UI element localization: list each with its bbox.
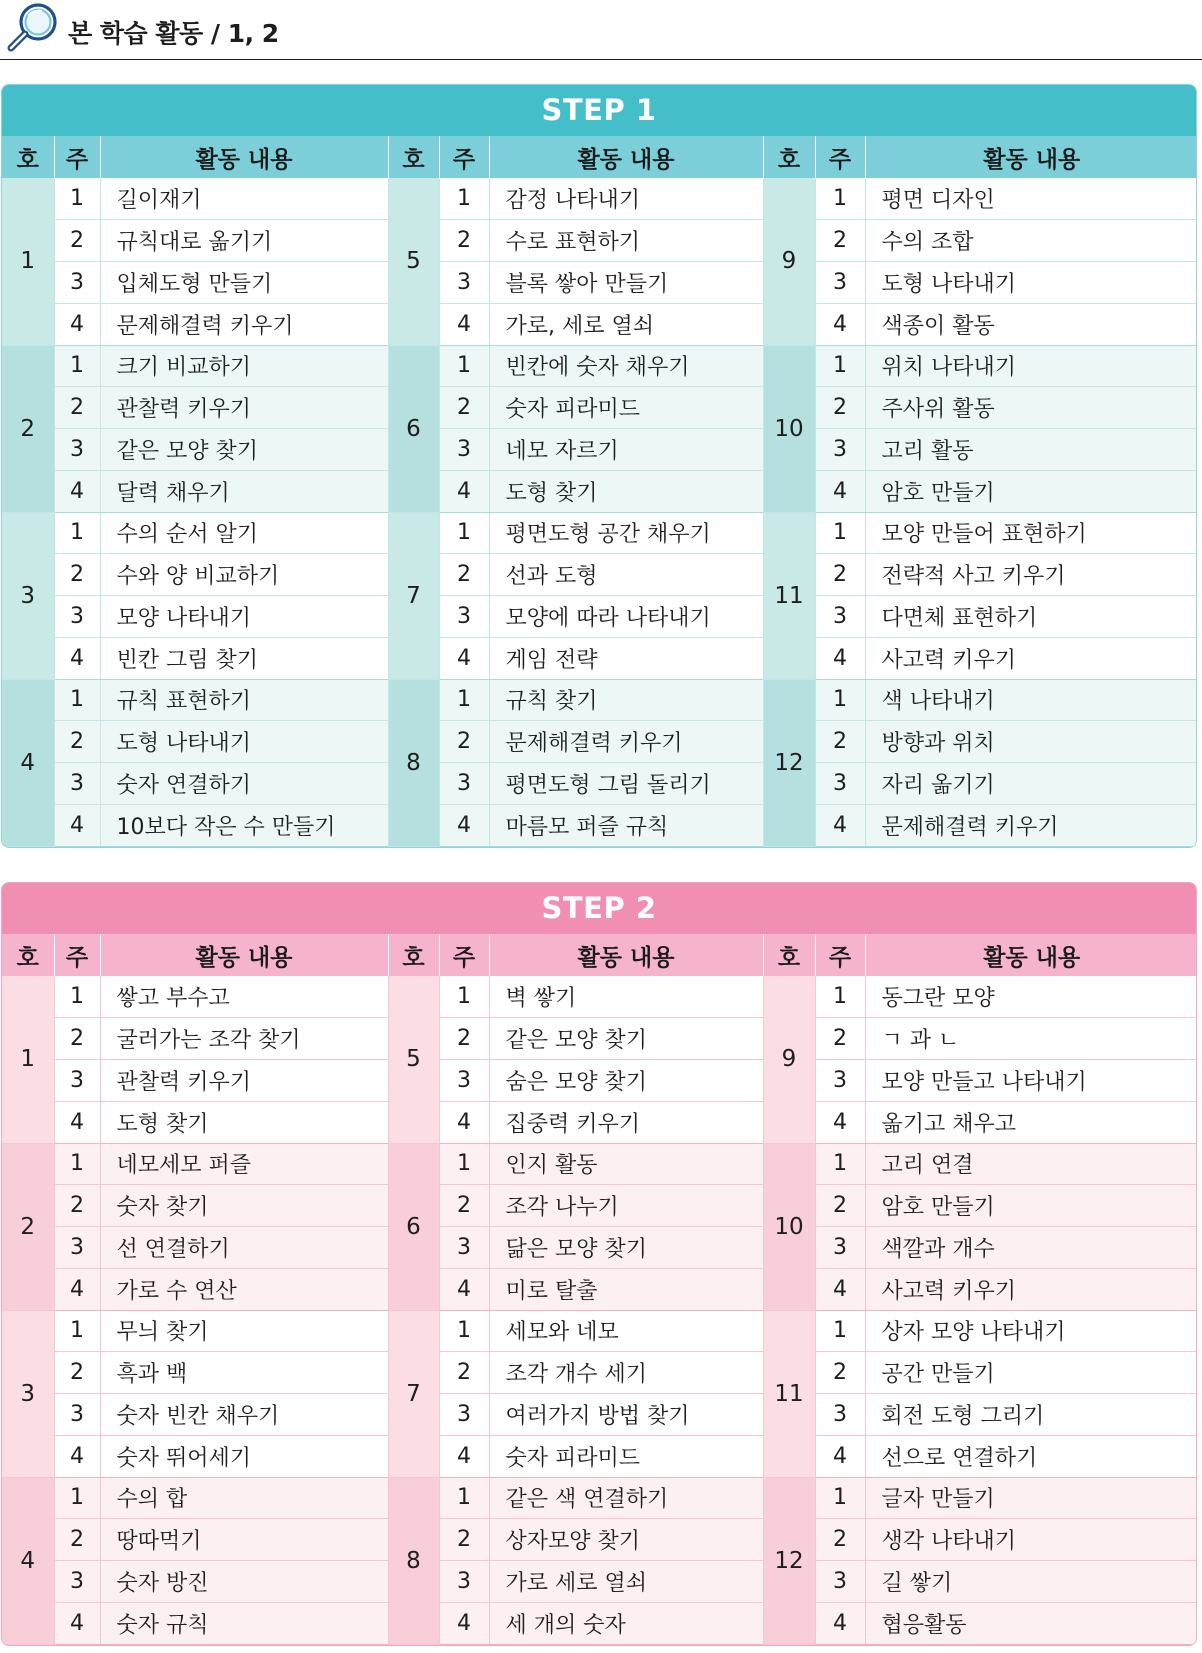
issue-number-cell: 10 — [763, 1143, 815, 1310]
activity-cell: 흑과 백 — [100, 1352, 388, 1394]
activity-cell: ㄱ 과 ㄴ — [865, 1018, 1197, 1060]
activity-cell: 쌓고 부수고 — [100, 976, 388, 1018]
activity-cell: 벽 쌓기 — [489, 976, 763, 1018]
issue-number-cell: 12 — [763, 1477, 815, 1644]
issue-number-cell: 12 — [763, 679, 815, 846]
week-cell: 4 — [54, 1435, 100, 1477]
issue-number-cell: 7 — [388, 1310, 439, 1477]
issue-number-cell: 2 — [2, 1143, 54, 1310]
week-cell: 3 — [815, 1561, 865, 1603]
activity-cell: 도형 찾기 — [489, 470, 763, 512]
issue-number-cell: 9 — [763, 976, 815, 1143]
week-cell: 4 — [815, 637, 865, 679]
week-cell: 4 — [54, 1101, 100, 1143]
table-row — [2, 1310, 1197, 1352]
issue-number-cell: 7 — [388, 512, 439, 679]
activity-cell: 고리 연결 — [865, 1143, 1197, 1185]
issue-number-cell: 5 — [388, 976, 439, 1143]
activity-cell: 도형 나타내기 — [100, 721, 388, 763]
step1-body — [2, 178, 1197, 846]
activity-cell: 관찰력 키우기 — [100, 1060, 388, 1102]
issue-number-cell: 6 — [388, 1143, 439, 1310]
week-cell: 4 — [815, 1101, 865, 1143]
week-cell: 1 — [439, 1143, 489, 1185]
week-cell: 1 — [815, 1477, 865, 1519]
activity-cell: 회전 도형 그리기 — [865, 1394, 1197, 1436]
activity-cell: 동그란 모양 — [865, 976, 1197, 1018]
activity-cell: 세모와 네모 — [489, 1310, 763, 1352]
activity-cell: 게임 전략 — [489, 637, 763, 679]
activity-cell: 문제해결력 키우기 — [865, 804, 1197, 846]
week-cell: 3 — [815, 763, 865, 805]
activity-cell: 숫자 뛰어세기 — [100, 1435, 388, 1477]
week-cell: 1 — [54, 679, 100, 721]
week-cell: 2 — [815, 1185, 865, 1227]
activity-cell: 블록 쌓아 만들기 — [489, 262, 763, 304]
activity-cell: 글자 만들기 — [865, 1477, 1197, 1519]
activity-cell: 문제해결력 키우기 — [100, 303, 388, 345]
activity-cell: 고리 활동 — [865, 429, 1197, 471]
week-cell: 3 — [54, 763, 100, 805]
week-cell: 4 — [815, 470, 865, 512]
week-cell: 2 — [815, 220, 865, 262]
week-cell: 3 — [54, 1227, 100, 1269]
week-cell: 1 — [439, 178, 489, 220]
table-row — [2, 429, 1197, 471]
activity-cell: 수로 표현하기 — [489, 220, 763, 262]
page-title: 본 학습 활동 / 1, 2 — [68, 19, 279, 48]
week-cell: 3 — [439, 1227, 489, 1269]
issue-number-cell: 4 — [2, 1477, 54, 1644]
step2-title: STEP 2 — [2, 883, 1196, 934]
issue-number-cell: 6 — [388, 345, 439, 512]
header-activity: 활동 내용 — [100, 136, 388, 178]
week-cell: 1 — [439, 512, 489, 554]
week-cell: 2 — [54, 1519, 100, 1561]
header-ju: 주 — [815, 136, 865, 178]
issue-number-cell: 3 — [2, 1310, 54, 1477]
week-cell: 2 — [815, 1519, 865, 1561]
week-cell: 4 — [439, 804, 489, 846]
activity-cell: 옮기고 채우고 — [865, 1101, 1197, 1143]
activity-cell: 암호 만들기 — [865, 470, 1197, 512]
activity-cell: 크기 비교하기 — [100, 345, 388, 387]
activity-cell: 수의 조합 — [865, 220, 1197, 262]
table-row — [2, 387, 1197, 429]
header-ho: 호 — [2, 136, 54, 178]
activity-cell: 땅따먹기 — [100, 1519, 388, 1561]
activity-cell: 길이재기 — [100, 178, 388, 220]
activity-cell: 숫자 피라미드 — [489, 387, 763, 429]
table-row — [2, 1602, 1197, 1644]
issue-number-cell: 2 — [2, 345, 54, 512]
week-cell: 3 — [815, 262, 865, 304]
table-row — [2, 1352, 1197, 1394]
week-cell: 4 — [439, 1435, 489, 1477]
issue-number-cell: 8 — [388, 679, 439, 846]
header-activity: 활동 내용 — [865, 136, 1197, 178]
week-cell: 2 — [54, 1185, 100, 1227]
activity-cell: 규칙 표현하기 — [100, 679, 388, 721]
step2-body — [2, 976, 1197, 1644]
activity-cell: 평면도형 공간 채우기 — [489, 512, 763, 554]
week-cell: 4 — [54, 1268, 100, 1310]
table-row — [2, 1519, 1197, 1561]
activity-cell: 같은 모양 찾기 — [489, 1018, 763, 1060]
activity-cell: 선 연결하기 — [100, 1227, 388, 1269]
activity-cell: 협응활동 — [865, 1602, 1197, 1644]
step1-title: STEP 1 — [2, 85, 1196, 136]
week-cell: 2 — [439, 554, 489, 596]
activity-cell: 규칙대로 옮기기 — [100, 220, 388, 262]
activity-cell: 다면체 표현하기 — [865, 596, 1197, 638]
week-cell: 2 — [815, 1018, 865, 1060]
issue-number-cell: 1 — [2, 178, 54, 345]
table-row — [2, 1561, 1197, 1603]
activity-cell: 같은 색 연결하기 — [489, 1477, 763, 1519]
week-cell: 2 — [815, 387, 865, 429]
week-cell: 2 — [439, 387, 489, 429]
week-cell: 1 — [54, 1477, 100, 1519]
week-cell: 1 — [815, 512, 865, 554]
activity-cell: 숫자 찾기 — [100, 1185, 388, 1227]
week-cell: 3 — [815, 429, 865, 471]
week-cell: 4 — [815, 303, 865, 345]
week-cell: 3 — [815, 596, 865, 638]
activity-cell: 사고력 키우기 — [865, 637, 1197, 679]
week-cell: 3 — [54, 429, 100, 471]
activity-cell: 색깔과 개수 — [865, 1227, 1197, 1269]
week-cell: 1 — [439, 1477, 489, 1519]
week-cell: 1 — [439, 679, 489, 721]
activity-cell: 네모세모 퍼즐 — [100, 1143, 388, 1185]
activity-cell: 모양 나타내기 — [100, 596, 388, 638]
issue-number-cell: 3 — [2, 512, 54, 679]
activity-cell: 위치 나타내기 — [865, 345, 1197, 387]
header-activity: 활동 내용 — [489, 136, 763, 178]
issue-number-cell: 9 — [763, 178, 815, 345]
week-cell: 3 — [54, 1561, 100, 1603]
week-cell: 1 — [815, 1310, 865, 1352]
week-cell: 4 — [439, 1101, 489, 1143]
activity-cell: 수의 합 — [100, 1477, 388, 1519]
week-cell: 3 — [815, 1060, 865, 1102]
activity-cell: 상자모양 찾기 — [489, 1519, 763, 1561]
table-row — [2, 470, 1197, 512]
activity-cell: 수의 순서 알기 — [100, 512, 388, 554]
activity-cell: 모양에 따라 나타내기 — [489, 596, 763, 638]
activity-cell: 입체도형 만들기 — [100, 262, 388, 304]
week-cell: 2 — [439, 721, 489, 763]
week-cell: 4 — [439, 470, 489, 512]
table-row — [2, 1227, 1197, 1269]
activity-cell: 주사위 활동 — [865, 387, 1197, 429]
activity-cell: 생각 나타내기 — [865, 1519, 1197, 1561]
table-row — [2, 596, 1197, 638]
step1-section — [1, 84, 1197, 848]
week-cell: 1 — [54, 976, 100, 1018]
week-cell: 1 — [815, 679, 865, 721]
week-cell: 1 — [815, 1143, 865, 1185]
week-cell: 1 — [439, 345, 489, 387]
table-row — [2, 1185, 1197, 1227]
magnifier-icon — [4, 1, 62, 55]
week-cell: 3 — [439, 262, 489, 304]
activity-cell: 빈칸에 숫자 채우기 — [489, 345, 763, 387]
activity-cell: 도형 나타내기 — [865, 262, 1197, 304]
activity-cell: 모양 만들고 나타내기 — [865, 1060, 1197, 1102]
issue-number-cell: 11 — [763, 512, 815, 679]
activity-cell: 색 나타내기 — [865, 679, 1197, 721]
week-cell: 3 — [815, 1394, 865, 1436]
activity-cell: 자리 옮기기 — [865, 763, 1197, 805]
activity-cell: 숫자 방진 — [100, 1561, 388, 1603]
header-activity: 활동 내용 — [489, 934, 763, 976]
activity-cell: 세 개의 숫자 — [489, 1602, 763, 1644]
week-cell: 2 — [439, 1352, 489, 1394]
table-row — [2, 976, 1197, 1018]
week-cell: 2 — [54, 387, 100, 429]
week-cell: 4 — [815, 804, 865, 846]
activity-cell: 무늬 찾기 — [100, 1310, 388, 1352]
week-cell: 2 — [439, 1018, 489, 1060]
week-cell: 1 — [439, 976, 489, 1018]
table-row — [2, 637, 1197, 679]
header-ho: 호 — [763, 136, 815, 178]
header-ju: 주 — [439, 136, 489, 178]
activity-cell: 색종이 활동 — [865, 303, 1197, 345]
table-row — [2, 1394, 1197, 1436]
table-row — [2, 1060, 1197, 1102]
activity-cell: 10보다 작은 수 만들기 — [100, 804, 388, 846]
week-cell: 2 — [439, 220, 489, 262]
week-cell: 1 — [815, 178, 865, 220]
activity-cell: 공간 만들기 — [865, 1352, 1197, 1394]
week-cell: 2 — [439, 1185, 489, 1227]
week-cell: 3 — [54, 1394, 100, 1436]
week-cell: 3 — [54, 262, 100, 304]
week-cell: 2 — [54, 554, 100, 596]
header-ju: 주 — [54, 136, 100, 178]
activity-cell: 마름모 퍼즐 규칙 — [489, 804, 763, 846]
header-ho: 호 — [388, 136, 439, 178]
header-ho: 호 — [2, 934, 54, 976]
activity-cell: 네모 자르기 — [489, 429, 763, 471]
week-cell: 2 — [54, 721, 100, 763]
activity-cell: 빈칸 그림 찾기 — [100, 637, 388, 679]
week-cell: 4 — [439, 1602, 489, 1644]
step1-table — [2, 136, 1197, 847]
week-cell: 4 — [439, 1268, 489, 1310]
activity-cell: 사고력 키우기 — [865, 1268, 1197, 1310]
step2-section — [1, 882, 1197, 1646]
activity-cell: 감정 나타내기 — [489, 178, 763, 220]
activity-cell: 굴러가는 조각 찾기 — [100, 1018, 388, 1060]
week-cell: 1 — [439, 1310, 489, 1352]
week-cell: 2 — [815, 1352, 865, 1394]
table-row — [2, 554, 1197, 596]
header-ho: 호 — [763, 934, 815, 976]
activity-cell: 선으로 연결하기 — [865, 1435, 1197, 1477]
week-cell: 3 — [439, 596, 489, 638]
week-cell: 2 — [54, 1018, 100, 1060]
week-cell: 3 — [54, 596, 100, 638]
table-row — [2, 1018, 1197, 1060]
week-cell: 3 — [54, 1060, 100, 1102]
page-header — [0, 0, 1202, 60]
issue-number-cell: 4 — [2, 679, 54, 846]
header-ju: 주 — [815, 934, 865, 976]
issue-number-cell: 11 — [763, 1310, 815, 1477]
header-ho: 호 — [388, 934, 439, 976]
header-ju: 주 — [439, 934, 489, 976]
table-row — [2, 512, 1197, 554]
week-cell: 4 — [54, 1602, 100, 1644]
table-row — [2, 220, 1197, 262]
activity-cell: 여러가지 방법 찾기 — [489, 1394, 763, 1436]
activity-cell: 같은 모양 찾기 — [100, 429, 388, 471]
activity-cell: 가로, 세로 열쇠 — [489, 303, 763, 345]
table-row — [2, 763, 1197, 805]
activity-cell: 숫자 연결하기 — [100, 763, 388, 805]
week-cell: 3 — [439, 1561, 489, 1603]
week-cell: 2 — [815, 554, 865, 596]
week-cell: 4 — [815, 1435, 865, 1477]
week-cell: 1 — [54, 1310, 100, 1352]
table-row — [2, 679, 1197, 721]
issue-number-cell: 10 — [763, 345, 815, 512]
activity-cell: 달력 채우기 — [100, 470, 388, 512]
activity-cell: 숫자 규칙 — [100, 1602, 388, 1644]
activity-cell: 집중력 키우기 — [489, 1101, 763, 1143]
table-row — [2, 1435, 1197, 1477]
activity-cell: 닮은 모양 찾기 — [489, 1227, 763, 1269]
activity-cell: 숫자 빈칸 채우기 — [100, 1394, 388, 1436]
activity-cell: 평면 디자인 — [865, 178, 1197, 220]
week-cell: 4 — [54, 470, 100, 512]
activity-cell: 전략적 사고 키우기 — [865, 554, 1197, 596]
table-row — [2, 262, 1197, 304]
header-ju: 주 — [54, 934, 100, 976]
activity-cell: 문제해결력 키우기 — [489, 721, 763, 763]
week-cell: 4 — [54, 804, 100, 846]
week-cell: 3 — [439, 429, 489, 471]
week-cell: 1 — [54, 1143, 100, 1185]
week-cell: 1 — [815, 345, 865, 387]
table-row — [2, 1101, 1197, 1143]
activity-cell: 방향과 위치 — [865, 721, 1197, 763]
table-row — [2, 1268, 1197, 1310]
week-cell: 4 — [439, 303, 489, 345]
table-row — [2, 1477, 1197, 1519]
activity-cell: 상자 모양 나타내기 — [865, 1310, 1197, 1352]
activity-cell: 평면도형 그림 돌리기 — [489, 763, 763, 805]
issue-number-cell: 5 — [388, 178, 439, 345]
activity-cell: 선과 도형 — [489, 554, 763, 596]
week-cell: 2 — [439, 1519, 489, 1561]
header-activity: 활동 내용 — [865, 934, 1197, 976]
activity-cell: 인지 활동 — [489, 1143, 763, 1185]
table-row — [2, 1143, 1197, 1185]
activity-cell: 숫자 피라미드 — [489, 1435, 763, 1477]
week-cell: 3 — [439, 763, 489, 805]
table-row — [2, 721, 1197, 763]
week-cell: 4 — [54, 303, 100, 345]
week-cell: 3 — [439, 1394, 489, 1436]
step2-table — [2, 934, 1197, 1645]
activity-cell: 도형 찾기 — [100, 1101, 388, 1143]
table-row — [2, 303, 1197, 345]
header-activity: 활동 내용 — [100, 934, 388, 976]
week-cell: 2 — [815, 721, 865, 763]
activity-cell: 규칙 찾기 — [489, 679, 763, 721]
week-cell: 1 — [54, 345, 100, 387]
table-row — [2, 345, 1197, 387]
activity-cell: 미로 탈출 — [489, 1268, 763, 1310]
week-cell: 1 — [815, 976, 865, 1018]
week-cell: 4 — [815, 1602, 865, 1644]
activity-cell: 수와 양 비교하기 — [100, 554, 388, 596]
week-cell: 2 — [54, 220, 100, 262]
table-row — [2, 178, 1197, 220]
activity-cell: 암호 만들기 — [865, 1185, 1197, 1227]
activity-cell: 조각 나누기 — [489, 1185, 763, 1227]
week-cell: 4 — [54, 637, 100, 679]
week-cell: 3 — [439, 1060, 489, 1102]
week-cell: 4 — [815, 1268, 865, 1310]
activity-cell: 모양 만들어 표현하기 — [865, 512, 1197, 554]
activity-cell: 숨은 모양 찾기 — [489, 1060, 763, 1102]
week-cell: 3 — [815, 1227, 865, 1269]
activity-cell: 가로 수 연산 — [100, 1268, 388, 1310]
activity-cell: 가로 세로 열쇠 — [489, 1561, 763, 1603]
activity-cell: 관찰력 키우기 — [100, 387, 388, 429]
issue-number-cell: 8 — [388, 1477, 439, 1644]
week-cell: 1 — [54, 178, 100, 220]
activity-cell: 조각 개수 세기 — [489, 1352, 763, 1394]
issue-number-cell: 1 — [2, 976, 54, 1143]
week-cell: 4 — [439, 637, 489, 679]
week-cell: 2 — [54, 1352, 100, 1394]
week-cell: 1 — [54, 512, 100, 554]
table-row — [2, 804, 1197, 846]
activity-cell: 길 쌓기 — [865, 1561, 1197, 1603]
